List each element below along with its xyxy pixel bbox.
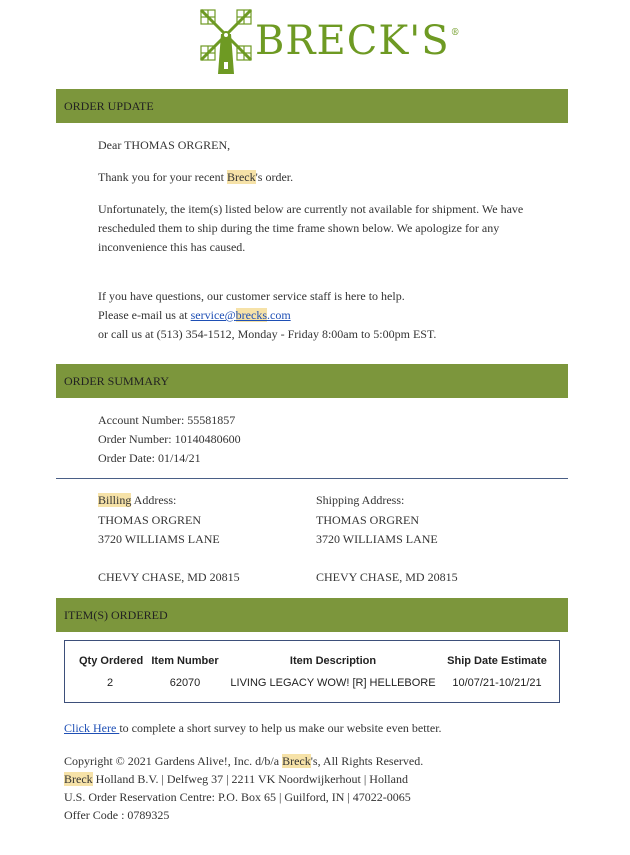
greeting: Dear THOMAS ORGREN, (98, 138, 231, 152)
brecks-logo (195, 4, 461, 76)
email-link[interactable]: service@brecks.com (190, 308, 291, 322)
call-line: or call us at (513) 354-1512, Monday - Friday 8:00am to 5:00pm EST. (98, 327, 437, 341)
order-number: Order Number: 10140480600 (98, 432, 241, 446)
billing-street: 3720 WILLIAMS LANE (98, 532, 220, 546)
billing-city: CHEVY CHASE, MD 20815 (98, 570, 240, 584)
col-qty-ordered: Qty Ordered (79, 655, 144, 667)
account-number: Account Number: 55581857 (98, 413, 236, 427)
windmill-icon (195, 4, 257, 76)
cell-item-number: 62070 (169, 677, 201, 689)
shipping-label: Shipping Address: (316, 493, 405, 507)
copyright-line: Copyright © 2021 Gardens Alive!, Inc. d/b/a Breck's, All Rights Reserved. (64, 754, 424, 768)
survey-link[interactable]: Click Here (64, 721, 120, 735)
order-summary-header: ORDER SUMMARY (56, 364, 568, 398)
col-item-number: Item Number (151, 655, 219, 667)
thanks-line: Thank you for your recent Breck's order. (98, 170, 294, 184)
cell-ship-date: 10/07/21-10/21/21 (452, 677, 542, 689)
survey-line: Click Here to complete a short survey to help us make our website even better. (64, 721, 442, 735)
questions-line: If you have questions, our customer service staff is here to help. (98, 289, 405, 303)
shipping-street: 3720 WILLIAMS LANE (316, 532, 438, 546)
cell-description: LIVING LEGACY WOW! [R] HELLEBORE (230, 677, 436, 689)
col-ship-date-estimate: Ship Date Estimate (447, 655, 547, 667)
us-address: U.S. Order Reservation Centre: P.O. Box 65 | Guilford, IN | 47022-0065 (64, 790, 411, 804)
delay-paragraph-line2: rescheduled them to ship during the time frame shown below. We apologize for any (98, 221, 500, 235)
billing-label: Billing Address: (98, 493, 177, 507)
items-table (64, 640, 560, 703)
order-date: Order Date: 01/14/21 (98, 451, 201, 465)
divider (56, 478, 568, 479)
brand-wordmark: BRECK'S® (255, 18, 461, 64)
cell-qty: 2 (106, 677, 114, 689)
email-line: Please e-mail us at service@brecks.com (98, 308, 291, 322)
holland-address: Breck Holland B.V. | Delfweg 37 | 2211 VK Noordwijkerhout | Holland (64, 772, 408, 786)
order-update-header: ORDER UPDATE (56, 89, 568, 123)
shipping-city: CHEVY CHASE, MD 20815 (316, 570, 458, 584)
col-item-description: Item Description (289, 655, 377, 667)
offer-code: Offer Code : 0789325 (64, 808, 170, 822)
delay-paragraph-line3: inconvenience this has caused. (98, 240, 246, 254)
billing-name: THOMAS ORGREN (98, 513, 202, 527)
items-ordered-header: ITEM(S) ORDERED (56, 598, 568, 632)
shipping-name: THOMAS ORGREN (316, 513, 420, 527)
delay-paragraph-line1: Unfortunately, the item(s) listed below are currently not available for shipment. We have (98, 202, 524, 216)
